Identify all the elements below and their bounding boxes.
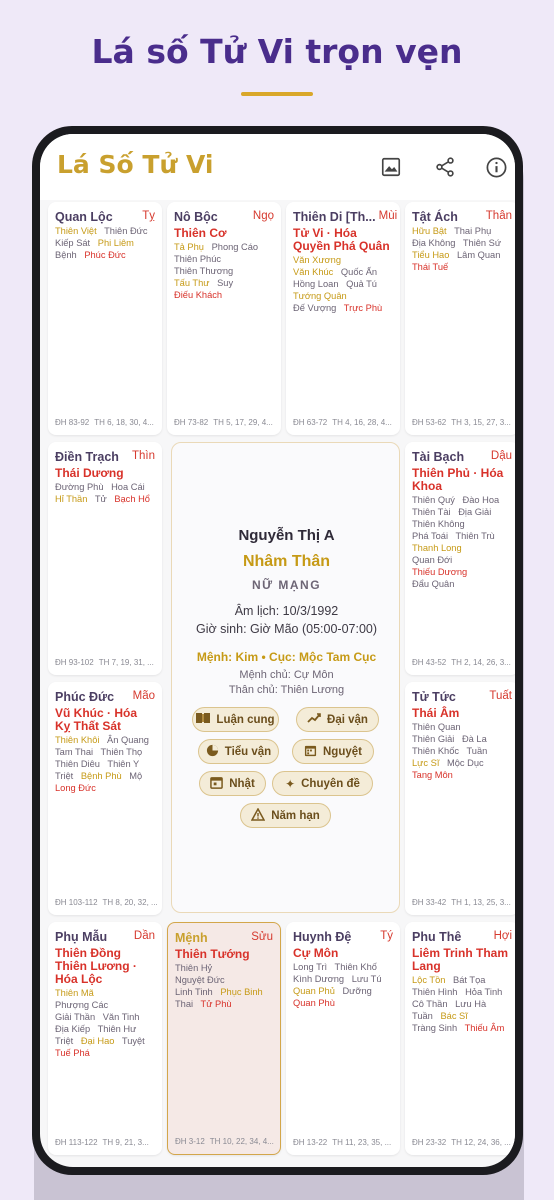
than-chu: Thân chủ: Thiên Lương <box>228 684 345 696</box>
star-name: Thiên Hư <box>97 1024 137 1034</box>
dai-han-range: ĐH 73-82 <box>174 418 209 427</box>
image-icon[interactable] <box>378 154 404 180</box>
app-title: Lá Số Tử Vi <box>57 150 214 179</box>
star-name: Lộc Tồn <box>412 975 446 985</box>
tieu-han-years: TH 3, 15, 27, 3... <box>451 418 511 427</box>
star-name: Bạch Hổ <box>114 494 150 504</box>
star-name: Bệnh Phù <box>80 771 122 781</box>
main-star: Thiên Tướng <box>175 947 250 961</box>
cell-footer <box>293 1138 396 1147</box>
minor-stars <box>55 225 155 261</box>
star-name: Mộc Dục <box>447 758 484 768</box>
app-bar <box>40 134 515 200</box>
star-name: Dưỡng <box>342 986 372 996</box>
palace-cell-tat-ach[interactable] <box>405 202 515 435</box>
star-name: Tam Thai <box>55 747 94 757</box>
nguyet-button[interactable]: Nguyệt <box>292 739 374 764</box>
person-name: Nguyễn Thị A <box>238 527 335 544</box>
star-name: Lâm Quan <box>456 250 501 260</box>
main-star: Thái Dương <box>55 466 124 480</box>
dai-han-range: ĐH 13-22 <box>293 1138 328 1147</box>
palace-name: Tài Bạch <box>412 450 465 464</box>
tieu-han-years: TH 5, 17, 29, 4... <box>213 418 273 427</box>
minor-stars <box>412 974 512 1034</box>
tieu-van-button[interactable]: Tiểu vận <box>198 739 279 764</box>
star-name: Văn Khúc <box>293 267 334 277</box>
star-name: Thiên Hình <box>412 987 458 997</box>
star-name: Thiên Sứ <box>462 238 502 248</box>
palace-name: Huynh Đệ <box>293 930 352 944</box>
cell-header <box>412 930 512 944</box>
star-name: Thai Phụ <box>454 226 492 236</box>
luan-cung-button[interactable]: Luận cung <box>192 707 279 732</box>
star-name: Điếu Khách <box>174 290 223 300</box>
star-name: Long Đức <box>55 783 96 793</box>
palace-cell-huynh-de[interactable] <box>286 922 400 1155</box>
star-name: Đế Vượng <box>293 303 337 313</box>
star-name: Hồng Loan <box>293 279 339 289</box>
tieu-han-years: TH 10, 22, 34, 4... <box>209 1137 274 1146</box>
star-name: Thiên Việt <box>55 226 97 236</box>
palace-cell-phu-mau[interactable] <box>48 922 162 1155</box>
book-icon <box>196 712 210 727</box>
cell-footer <box>412 658 515 667</box>
cell-footer <box>55 898 158 907</box>
dai-han-range: ĐH 83-92 <box>55 418 90 427</box>
star-name: Địa Kiếp <box>55 1024 91 1034</box>
main-star: Liêm Trinh Tham Lang <box>412 946 509 973</box>
cell-footer <box>55 418 158 427</box>
dai-han-range: ĐH 113-122 <box>55 1138 98 1147</box>
cell-header <box>412 690 512 704</box>
star-name: Phong Cáo <box>211 242 259 252</box>
dai-han-range: ĐH 93-102 <box>55 658 94 667</box>
star-name: Quả Tú <box>346 279 377 289</box>
star-name: Thiên Trù <box>455 531 495 541</box>
star-name: Thiên Quý <box>412 495 455 505</box>
star-name: Long Trì <box>293 962 328 972</box>
main-star: Thái Âm <box>412 706 460 720</box>
trend-icon <box>307 712 321 727</box>
earthly-branch: Mão <box>132 690 155 702</box>
cell-header <box>293 930 393 944</box>
birth-year: Nhâm Thân <box>242 553 331 570</box>
star-name: Phá Toái <box>412 531 449 541</box>
lunar-date: Âm lịch: 10/3/1992 <box>234 604 339 618</box>
dai-han-range: ĐH 33-42 <box>412 898 447 907</box>
earthly-branch: Hợi <box>493 930 512 942</box>
dai-han-range: ĐH 63-72 <box>293 418 328 427</box>
dai-van-button[interactable]: Đại vận <box>296 707 379 732</box>
star-name: Địa Không <box>412 238 456 248</box>
star-name: Thiên Đức <box>104 226 148 236</box>
minor-stars <box>293 254 393 314</box>
earthly-branch: Dậu <box>490 450 512 462</box>
palace-cell-tai-bach[interactable] <box>405 442 515 675</box>
minor-stars <box>55 987 155 1059</box>
earthly-branch: Tý <box>380 930 393 942</box>
cell-footer <box>412 1138 515 1147</box>
star-name: Bệnh <box>55 250 77 260</box>
star-name: Cô Thần <box>412 999 448 1009</box>
star-name: Trực Phù <box>343 303 383 313</box>
star-name: Đào Hoa <box>462 495 500 505</box>
menh-chu: Mệnh chủ: Cự Môn <box>239 669 334 681</box>
star-name: Tử Phù <box>200 999 232 1009</box>
cell-header <box>412 210 512 224</box>
minor-stars <box>412 494 512 590</box>
share-icon[interactable] <box>432 154 458 180</box>
star-name: Triệt <box>55 771 74 781</box>
star-name: Thiên Khốc <box>412 746 460 756</box>
minor-stars <box>293 961 393 1009</box>
palace-cell-dien-trach[interactable] <box>48 442 162 675</box>
menh-cuc: Mệnh: Kim • Cục: Mộc Tam Cục <box>196 650 377 664</box>
headline-underline <box>241 92 313 96</box>
warning-icon <box>251 808 265 824</box>
star-name: Tang Môn <box>412 770 453 780</box>
dai-han-range: ĐH 53-62 <box>412 418 447 427</box>
earthly-branch: Mùi <box>378 210 398 222</box>
tieu-han-years: TH 11, 23, 35, ... <box>332 1138 392 1147</box>
star-name: Thiếu Âm <box>464 1023 505 1033</box>
earthly-branch: Dần <box>133 930 155 942</box>
cell-footer <box>412 418 515 427</box>
cell-header <box>293 210 398 224</box>
palace-cell-tu-tuc[interactable] <box>405 682 515 915</box>
star-name: Phục Binh <box>220 987 263 997</box>
star-name: Thiên Hỷ <box>175 963 213 973</box>
minor-stars <box>174 241 274 301</box>
star-name: Kiếp Sát <box>55 238 91 248</box>
cell-footer <box>55 658 158 667</box>
star-name: Phi Liêm <box>97 238 134 248</box>
star-name: Quốc Ấn <box>340 267 378 277</box>
sparkle-icon: ✦ <box>285 776 296 791</box>
page-headline: Lá số Tử Vi trọn vẹn <box>91 32 463 71</box>
gender-label: NỮ MẠNG <box>251 578 322 592</box>
tieu-han-years: TH 1, 13, 25, 3... <box>451 898 511 907</box>
tieu-han-years: TH 9, 21, 3... <box>102 1138 149 1147</box>
star-name: Địa Giải <box>458 507 492 517</box>
tieu-han-years: TH 7, 19, 31, ... <box>98 658 154 667</box>
star-name: Kình Dương <box>293 974 345 984</box>
minor-stars <box>412 225 512 273</box>
birth-hour: Giờ sinh: Giờ Mão (05:00-07:00) <box>195 622 378 636</box>
palace-name: Phúc Đức <box>55 690 115 704</box>
main-star: Thiên Cơ <box>174 226 227 240</box>
star-name: Thiên Khôi <box>55 735 100 745</box>
star-name: Thái Tuế <box>412 262 449 272</box>
star-name: Tuế Phá <box>55 1048 90 1058</box>
star-name: Tràng Sinh <box>412 1023 458 1033</box>
star-name: Tuần <box>466 746 488 756</box>
palace-name: Quan Lộc <box>55 210 113 224</box>
cell-header <box>55 930 155 944</box>
palace-cell-phuc-duc[interactable] <box>48 682 162 915</box>
star-name: Thiên Quan <box>412 722 461 732</box>
star-name: Nguyệt Đức <box>175 975 225 985</box>
star-name: Phúc Đức <box>84 250 126 260</box>
star-name: Thai <box>175 999 194 1009</box>
dai-han-range: ĐH 3-12 <box>175 1137 205 1146</box>
minor-stars <box>55 481 155 505</box>
star-name: Triệt <box>55 1036 74 1046</box>
star-name: Hữu Bật <box>412 226 447 236</box>
star-name: Thiên Mã <box>55 988 94 998</box>
palace-cell-quan-loc[interactable] <box>48 202 162 435</box>
dai-han-range: ĐH 23-32 <box>412 1138 447 1147</box>
palace-cell-phu-the[interactable] <box>405 922 515 1155</box>
tieu-han-years: TH 2, 14, 26, 3... <box>451 658 511 667</box>
star-name: Thiên Thọ <box>100 747 143 757</box>
tieu-han-years: TH 6, 18, 30, 4... <box>94 418 154 427</box>
palace-name: Mệnh <box>175 931 208 945</box>
cell-footer <box>55 1138 158 1147</box>
star-name: Đà La <box>461 734 487 744</box>
earthly-branch: Tỵ <box>142 210 155 222</box>
main-star: Thiên Phủ · Hóa Khoa <box>412 466 504 493</box>
star-name: Quan Phủ <box>293 986 335 996</box>
star-name: Thiên Y <box>107 759 140 769</box>
star-name: Phượng Các <box>55 1000 109 1010</box>
main-star: Tử Vi · Hóa Quyền Phá Quân <box>293 226 390 253</box>
palace-name: Thiên Di [Th... <box>293 210 376 224</box>
star-name: Tử <box>94 494 107 504</box>
tieu-han-years: TH 8, 20, 32, ... <box>102 898 158 907</box>
pie-chart-icon <box>206 744 219 760</box>
star-name: Văn Xương <box>293 255 341 265</box>
star-name: Bát Tọa <box>453 975 486 985</box>
main-star: Vũ Khúc · Hóa Kỵ Thất Sát <box>55 706 138 733</box>
app-screen <box>40 134 515 1167</box>
palace-name: Tử Tức <box>412 690 456 704</box>
star-name: Thiếu Dương <box>412 567 468 577</box>
star-name: Quan Đới <box>412 555 453 565</box>
cell-footer <box>293 418 396 427</box>
cell-header <box>175 931 273 945</box>
minor-stars <box>175 962 273 1010</box>
palace-name: Điền Trạch <box>55 450 119 464</box>
star-name: Quan Phù <box>293 998 335 1008</box>
cell-header <box>55 450 155 464</box>
star-name: Tướng Quân <box>293 291 347 301</box>
star-name: Thiên Diêu <box>55 759 100 769</box>
star-name: Thiên Giải <box>412 734 455 744</box>
palace-name: Nô Bộc <box>174 210 218 224</box>
cell-header <box>55 210 155 224</box>
earthly-branch: Thìn <box>131 450 155 462</box>
star-name: Thiên Phúc <box>174 254 222 264</box>
center-info-panel <box>171 442 400 913</box>
palace-cell-no-boc[interactable] <box>167 202 281 435</box>
calendar-day-icon <box>210 776 223 792</box>
cell-footer <box>412 898 515 907</box>
palace-name: Phụ Mẫu <box>55 930 108 944</box>
star-name: Suy <box>217 278 234 288</box>
star-name: Ân Quang <box>107 735 149 745</box>
earthly-branch: Sửu <box>251 931 273 943</box>
main-star: Thiên Đồng Thiên Lương · Hóa Lộc <box>55 946 137 986</box>
phone-frame <box>32 126 523 1175</box>
star-name: Hoa Cái <box>111 482 145 492</box>
cell-footer <box>174 418 277 427</box>
cell-footer <box>175 1137 276 1146</box>
cell-header <box>174 210 274 224</box>
palace-cell-thien-di[interactable] <box>286 202 400 435</box>
star-name: Thiên Thương <box>174 266 234 276</box>
star-name: Mộ <box>129 771 143 781</box>
star-name: Tuyệt <box>121 1036 145 1046</box>
calendar-month-icon <box>304 744 317 760</box>
star-name: Văn Tinh <box>102 1012 140 1022</box>
nhat-button[interactable]: Nhật <box>199 771 266 796</box>
tieu-han-years: TH 4, 16, 28, 4... <box>332 418 392 427</box>
minor-stars <box>55 734 155 794</box>
star-name: Thiên Khố <box>334 962 377 972</box>
nam-han-button[interactable]: Năm hạn <box>240 803 331 828</box>
dai-han-range: ĐH 43-52 <box>412 658 447 667</box>
earthly-branch: Tuất <box>489 690 512 702</box>
palace-name: Phu Thê <box>412 930 462 944</box>
tieu-han-years: TH 12, 24, 36, ... <box>451 1138 511 1147</box>
star-name: Lưu Tú <box>351 974 382 984</box>
star-name: Hỏa Tinh <box>465 987 503 997</box>
palace-cell-menh[interactable] <box>167 922 281 1155</box>
star-name: Hỉ Thần <box>55 494 88 504</box>
dai-han-range: ĐH 103-112 <box>55 898 98 907</box>
star-name: Tiểu Hao <box>412 250 450 260</box>
minor-stars <box>412 721 512 781</box>
star-name: Thiên Không <box>412 519 465 529</box>
info-icon[interactable] <box>483 154 509 180</box>
palace-name: Tật Ách <box>412 210 458 224</box>
star-name: Lưu Hà <box>455 999 487 1009</box>
chuyen-de-button[interactable]: ✦ Chuyên đề <box>272 771 373 796</box>
earthly-branch: Thân <box>485 210 512 222</box>
star-name: Đẩu Quân <box>412 579 455 589</box>
star-name: Giải Thần <box>55 1012 96 1022</box>
star-name: Lực Sĩ <box>412 758 440 768</box>
star-name: Thiên Tài <box>412 507 451 517</box>
star-name: Tấu Thư <box>174 278 210 288</box>
star-name: Bác Sĩ <box>440 1011 468 1021</box>
star-name: Đường Phù <box>55 482 104 492</box>
star-name: Đại Hao <box>80 1036 115 1046</box>
star-name: Thanh Long <box>412 543 462 553</box>
main-star: Cự Môn <box>293 946 339 960</box>
cell-header <box>55 690 155 704</box>
star-name: Tả Phụ <box>174 242 204 252</box>
star-name: Linh Tinh <box>175 987 213 997</box>
earthly-branch: Ngọ <box>252 210 274 222</box>
star-name: Tuần <box>412 1011 433 1021</box>
cell-header <box>412 450 512 464</box>
